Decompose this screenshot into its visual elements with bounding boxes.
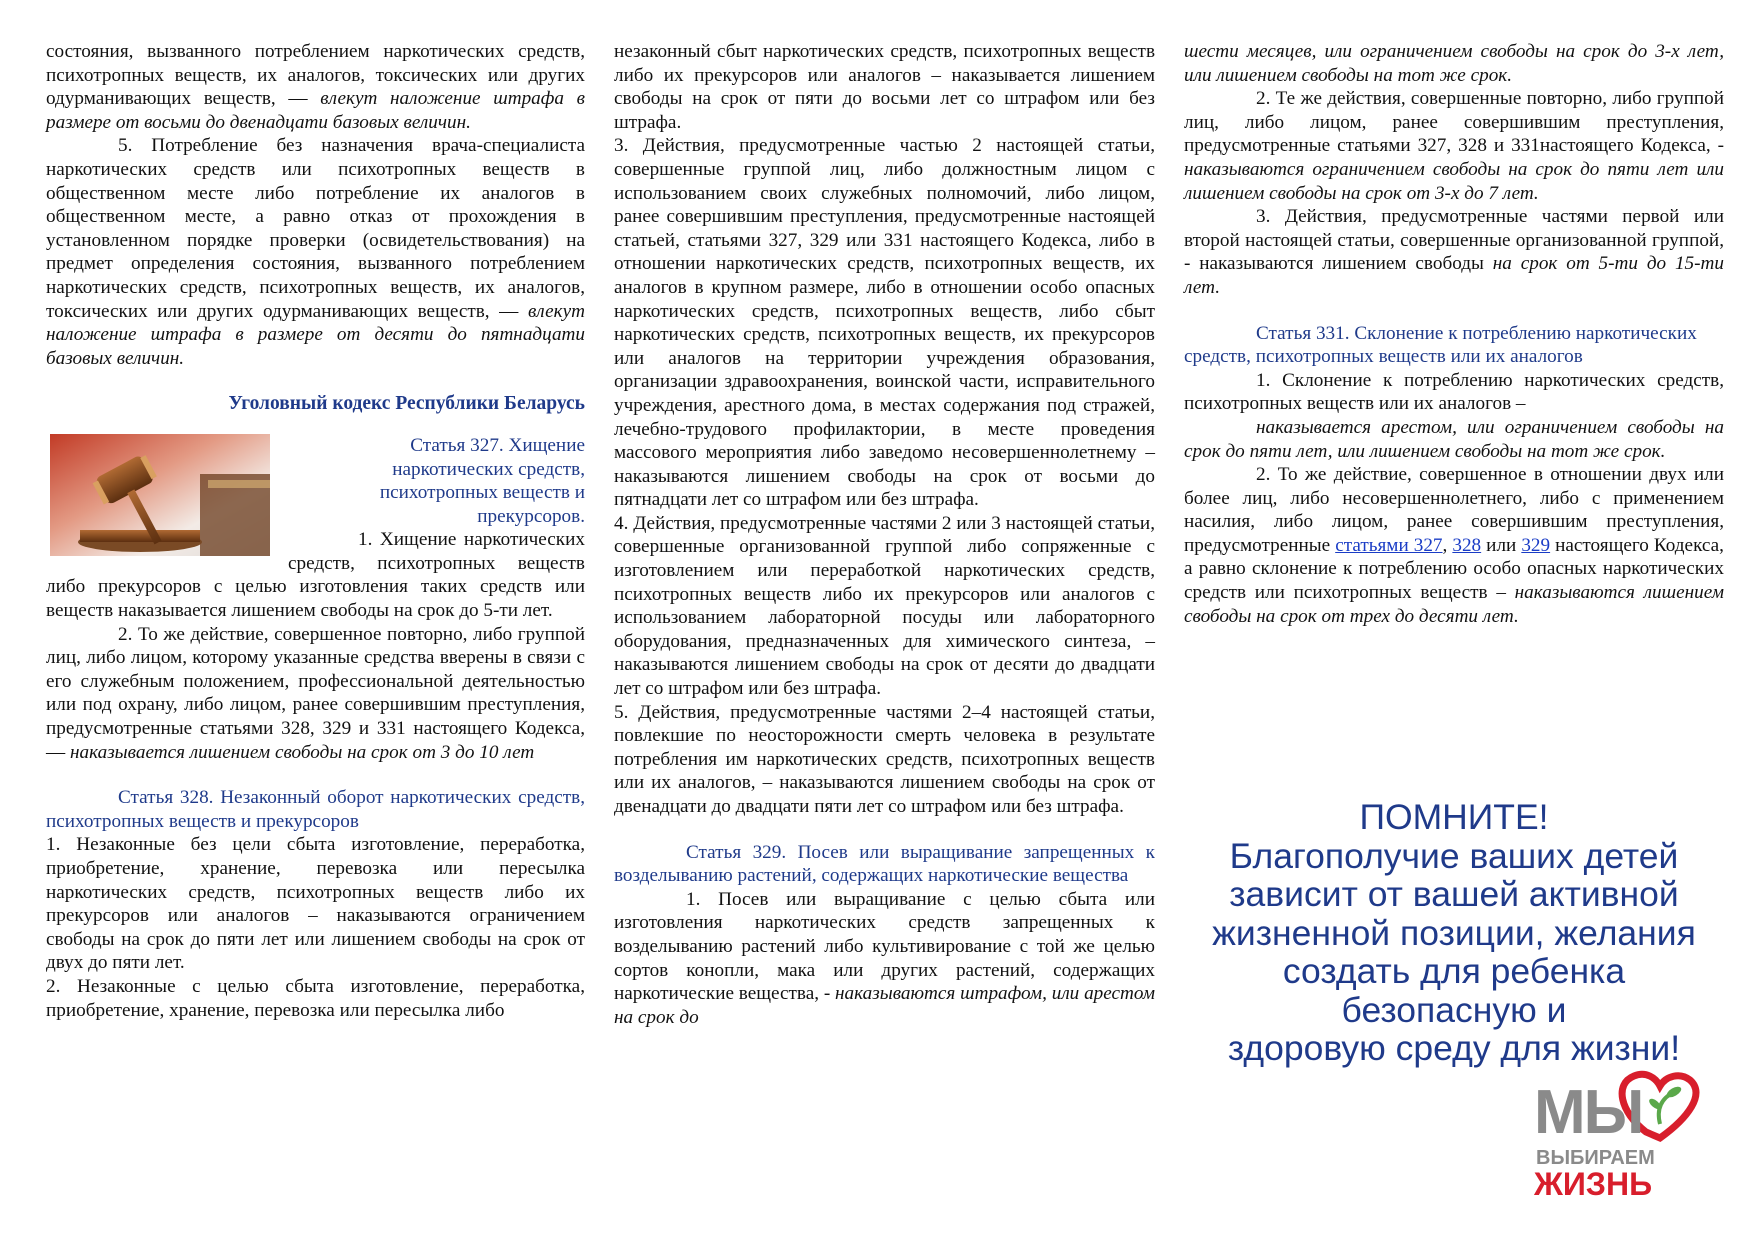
logo-word-we: МЫ xyxy=(1534,1078,1643,1147)
article-331-part-2: 2. То же действие, совершенное в отношении двух или более лиц, либо несовершеннолетнего, либо с применением насилия, либо лицом, ранее совершившим преступления, предусмотренные статьями 327, 328 или 329 настоящего Кодекса, а равно склонение к потреблению особо опасных наркотических средств или психотропных веществ – наказываются лишением свободы на срок от трех до десяти лет. xyxy=(1184,464,1724,627)
remember-line: зависит от вашей активной xyxy=(1229,874,1679,914)
penalty-text: влекут наложение штрафа в размере от десяти до пятнадцати базовых величин. xyxy=(46,300,585,369)
link-article-327[interactable]: статьями 327 xyxy=(1335,534,1443,556)
paragraph-ap-4-end: состояния, вызванного потреблением наркотических средств, психотропных веществ, их аналогов, токсических или других одурманивающих веществ, — влекут наложение штрафа в размере от восьми до двенадцати базовых величин. xyxy=(46,41,585,133)
penalty-text: наказываются штрафом, или арестом на срок до xyxy=(614,983,1156,1028)
paragraph-ap-5: 5. Потребление без назначения врача-специалиста наркотических средств или психотропных веществ в общественном месте либо потребление их аналогов в общественном месте, а равно отказ от прохождения в установленном порядке проверки (освидетельствования) на предмет определения состояния, вызванного потреблением наркотических средств, психотропных веществ, их аналогов, токсических или других одурманивающих веществ, — влекут наложение штрафа в размере от десяти до пятнадцати базовых величин. xyxy=(46,135,585,369)
article-331-part-1-penalty xyxy=(1184,416,1724,463)
article-327-part-2: 2. То же действие, совершенное повторно, либо группой лиц, либо лицом, которому указанные средства вверены в связи с его служебным положением, профессиональной деятельностью или под охрану, либо лицом, ранее совершившим преступления, предусмотренные статьями 328, 329 и 331 настоящего Кодекса, — наказывается лишением свободы на срок от 3 до 10 лет xyxy=(46,623,585,763)
remember-callout xyxy=(1184,798,1724,1068)
article-328-part-5: 5. Действия, предусмотренные частями 2–4 настоящей статьи, повлекшие по неосторожности смерть человека в результате потребления им наркотических средств, психотропных веществ или их аналогов, – наказываются лишением свободы на срок от двенадцати до двадцати пяти лет со штрафом или без штрафа. xyxy=(614,701,1155,817)
link-article-329[interactable]: 329 xyxy=(1521,534,1551,556)
penalty-text: наказывается арестом, или ограничением свободы на срок до пяти лет, или лишением свободы на тот же срок. xyxy=(1184,416,1724,462)
column-right xyxy=(1184,40,1724,628)
article-328-part-2-end: незаконный сбыт наркотических средств, психотропных веществ либо их прекурсоров или аналогов – наказывается лишением свободы на срок от пяти до восьми лет со штрафом или без штрафа. xyxy=(614,41,1155,133)
article-327-part-1: 1. Хищение наркотических средств, психотропных веществ либо прекурсоров с целью изготовления таких средств или веществ наказывается лишением свободы на срок до 5-ти лет. xyxy=(46,529,585,622)
article-328-part-4: 4. Действия, предусмотренные частями 2 или 3 настоящей статьи, совершенные организованной группой либо сопряженные с изготовлением или переработкой наркотических средств, психотропных веществ либо их прекурсоров или аналогов с использованием лабораторной посуды или лабораторного оборудования, предназначенных для химического синтеза, – наказываются лишением свободы на срок от десяти до двадцати лет со штрафом или без штрафа. xyxy=(614,512,1155,700)
remember-line: создать для ребенка безопасную и xyxy=(1282,951,1626,1030)
penalty-text: шести месяцев, или ограничением свободы на срок до 3-х лет, или лишением свободы на тот же срок. xyxy=(1184,41,1724,86)
remember-heading: ПОМНИТЕ! xyxy=(1359,797,1549,837)
article-327-title: Статья 327. Хищение наркотических средств, психотропных веществ и прекурсоров. xyxy=(379,434,585,527)
article-331-title: Статья 331. Склонение к потреблению наркотических средств, психотропных веществ или их аналогов xyxy=(1184,322,1697,368)
link-article-328[interactable]: 328 xyxy=(1452,534,1482,556)
article-329-part-3: 3. Действия, предусмотренные частями первой или второй настоящей статьи, совершенные организованной группой, - наказываются лишением свободы на срок от 5-ти до 15-ти лет. xyxy=(1184,206,1724,298)
we-choose-life-logo xyxy=(1528,1062,1708,1202)
article-329-title: Статья 329. Посев или выращивание запрещенных к возделыванию растений, содержащих наркотические вещества xyxy=(614,841,1155,887)
logo-word-choose: ВЫБИРАЕМ xyxy=(1536,1147,1655,1169)
penalty-text: наказываются ограничением свободы на срок до пяти лет или лишением свободы на срок от 3-х до 7 лет. xyxy=(1184,158,1724,204)
remember-line: Благополучие ваших детей xyxy=(1229,835,1679,876)
article-328-part-2-start: 2. Незаконные с целью сбыта изготовление, переработка, приобретение, хранение, перевозка или пересылка либо xyxy=(46,975,585,1021)
logo-word-life: ЖИЗНЬ xyxy=(1534,1166,1653,1202)
criminal-code-title: Уголовный кодекс Республики Беларусь xyxy=(228,393,585,415)
article-328-part-3: 3. Действия, предусмотренные частью 2 настоящей статьи, совершенные группой лиц, либо должностным лицом с использованием своих служебных полномочий, либо лицом, ранее совершившим преступления, предусмотренные настоящей статьей, статьями 327, 329 или 331 настоящего Кодекса, либо в отношении наркотических средств, психотропных веществ, их аналогов в крупном размере, либо в отношении особо опасных наркотических средств, психотропных веществ, либо сбыт наркотических средств, психотропных веществ, их прекурсоров или аналогов на территории учреждения образования, организации здравоохранения, воинской части, исправительного учреждения, арестного дома, в местах содержания под стражей, лечебно-трудового профилактории, в месте проведения массового мероприятия либо заведомо несовершеннолетнему – наказываются лишением свободы на срок от восьми до пятнадцати лет со штрафом или без штрафа. xyxy=(614,135,1155,511)
article-329-part-2: 2. Те же действия, совершенные повторно, либо группой лиц, либо лицом, ранее совершившим преступления, предусмотренные статьями 327, 328 и 331настоящего Кодекса, - наказываются ограничением свободы на срок до пяти лет или лишением свободы на срок от 3-х до 7 лет. xyxy=(1184,88,1724,204)
article-328-title: Статья 328. Незаконный оборот наркотических средств, психотропных веществ и прекурсоров xyxy=(46,787,585,832)
penalty-text: наказываются лишением свободы на срок от трех до десяти лет. xyxy=(1184,582,1724,627)
article-331-part-1: 1. Склонение к потреблению наркотических средств, психотропных веществ или их аналогов – xyxy=(1184,369,1724,415)
penalty-text: на срок от 5-ти до 15-ти лет. xyxy=(1184,253,1724,298)
column-left xyxy=(46,40,585,1022)
column-middle xyxy=(614,40,1155,1029)
gavel-icon xyxy=(50,434,270,556)
article-328-part-1: 1. Незаконные без цели сбыта изготовление, переработка, приобретение, хранение, перевозка или пересылка наркотических средств, психотропных веществ либо их прекурсоров или аналогов – наказываются ограничением свободы на срок до пяти лет или лишением свободы на срок от двух до пяти лет. xyxy=(46,834,585,974)
penalty-text: влекут наложение штрафа в размере от восьми до двенадцати базовых величин. xyxy=(46,88,585,133)
gavel-image xyxy=(50,434,270,556)
article-329-part-1-end xyxy=(1184,40,1724,87)
remember-line: жизненной позиции, желания xyxy=(1212,912,1696,953)
article-329-part-1: 1. Посев или выращивание с целью сбыта или изготовления наркотических средств запрещенных к возделыванию растений либо культивирование с той же целью сортов конопли, мака или других растений, содержащих наркотические вещества, - наказываются штрафом, или арестом на срок до xyxy=(614,888,1156,1028)
remember-line: здоровую среду для жизни! xyxy=(1227,1028,1681,1068)
penalty-text: наказывается лишением свободы на срок от 3 до 10 лет xyxy=(69,741,535,763)
